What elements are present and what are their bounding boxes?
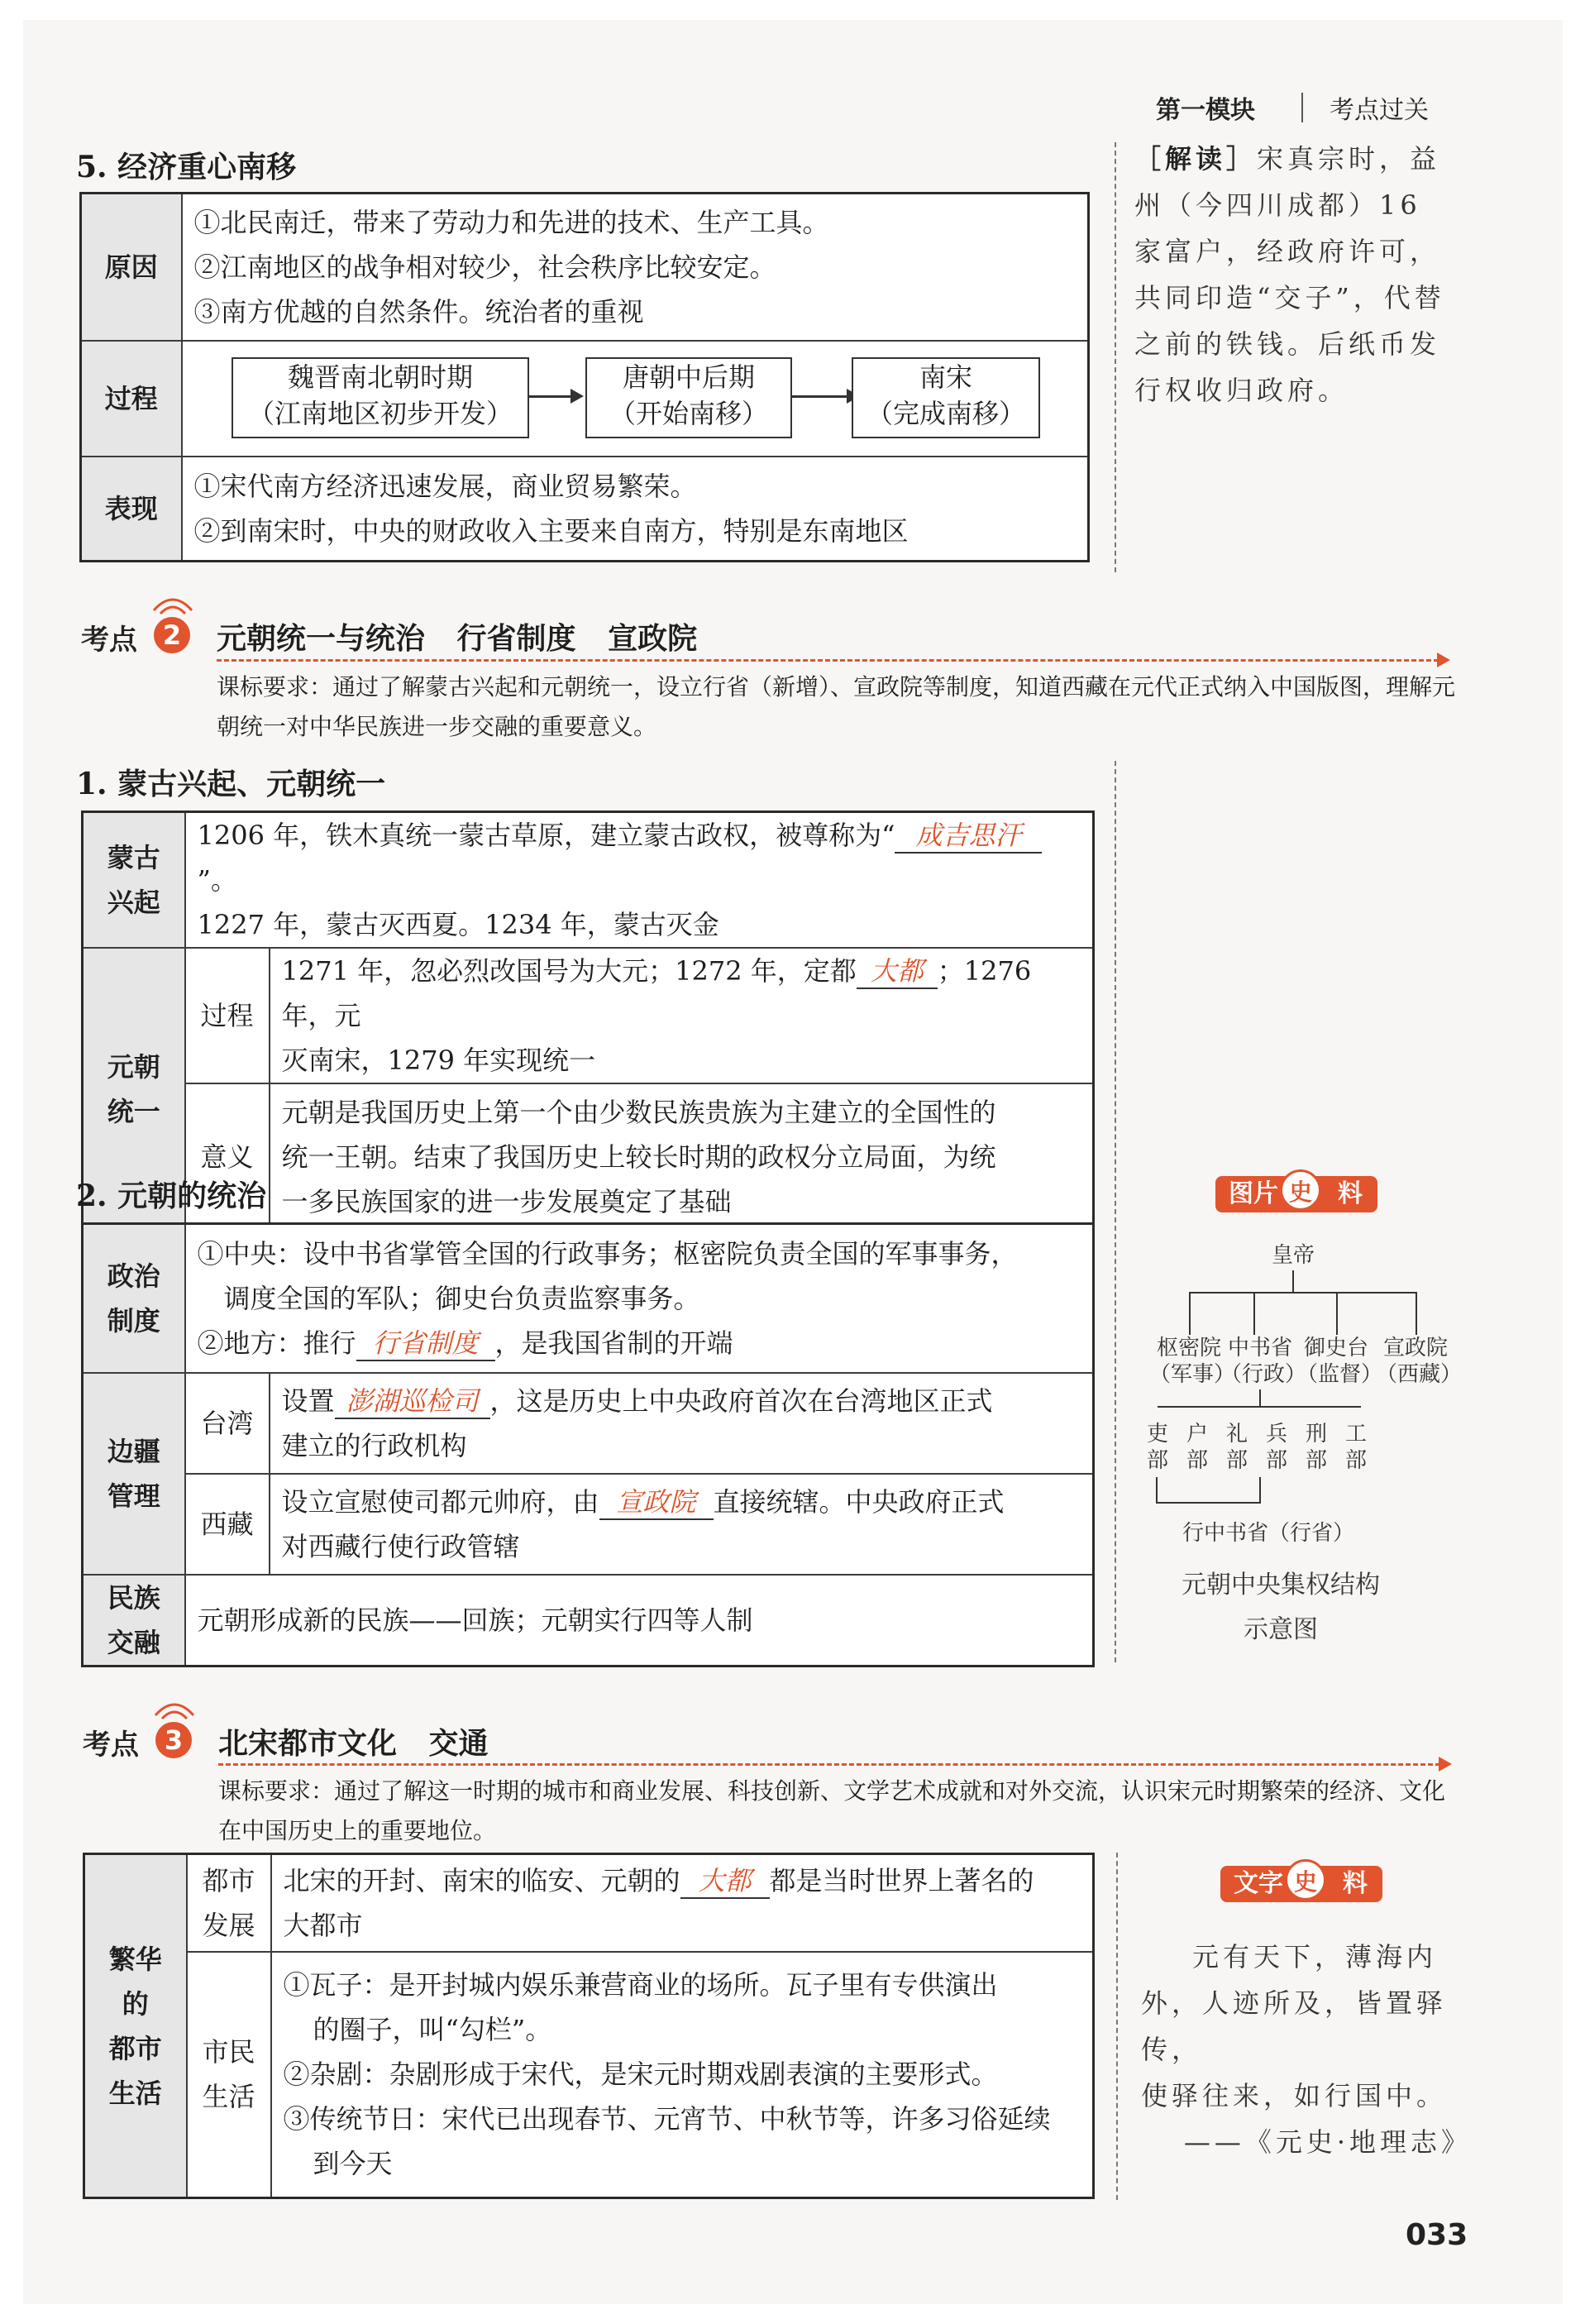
politic-label-2: 制度	[107, 1304, 160, 1337]
kd3-title: 北宋都市文化 交通	[218, 1727, 489, 1761]
tibet-text-post: 直接统辖。中央政府正式	[713, 1485, 1005, 1518]
ministry-1: 吏部	[1146, 1422, 1168, 1473]
side-note-text: 宋真宗时，益州（今四川成都）16 家富户，经政府许可，共同印造“交子”，代替之前的铁钱。后纸币发行权收归政府。	[1134, 143, 1445, 406]
kd3-badge: 3	[155, 1722, 192, 1758]
text-tag-left: 文字	[1234, 1869, 1283, 1898]
politic-label	[83, 1224, 185, 1373]
s2-table	[81, 1222, 1095, 1667]
taiwan-sublabel: 台湾	[185, 1373, 270, 1474]
diagram-emperor: 皇帝	[1271, 1243, 1315, 1268]
reason-line-3: ③南方优越的自然条件。统治者的重视	[193, 295, 644, 328]
diagram-line-emperor	[1292, 1270, 1294, 1294]
process-line-1	[282, 949, 1081, 1038]
politic-text-post: ，是我国省制的开端	[494, 1327, 733, 1359]
process-text-post: ；1276 年，元	[281, 955, 1032, 1031]
ethnic-label	[83, 1575, 185, 1666]
diagram-caption-2: 示意图	[1244, 1615, 1318, 1644]
life-sublabel	[187, 1952, 271, 2198]
diagram-line-branches	[1189, 1292, 1417, 1294]
kd3-label: 考点	[83, 1729, 139, 1762]
meaning-line-2: 统一王朝。结束了我国历史上较长时期的政权分立局面，为统	[281, 1141, 996, 1174]
ministry-2: 户部	[1186, 1422, 1208, 1473]
meaning-line-3: 一多民族国家的进一步发展奠定了基础	[281, 1186, 732, 1218]
branch-1-role: （军事）	[1149, 1362, 1236, 1387]
politic-line-1: ①中央：设中书省掌管全国的行政事务；枢密院负责全国的军事事务，	[197, 1237, 1018, 1270]
diagram-line-zhongshu	[1259, 1389, 1261, 1408]
life-cell	[271, 1952, 1094, 2198]
diagram-line-ministries	[1158, 1406, 1361, 1408]
diagram-province: 行中书省（行省）	[1182, 1521, 1355, 1546]
city-sublabel-1: 都市	[202, 1864, 255, 1896]
life-line-3: ②杂剧：杂剧形成于宋代，是宋元时期戏剧表演的主要形式。	[283, 2059, 998, 2091]
s1-title: 1. 蒙古兴起、元朝统一	[76, 767, 386, 801]
side-divider-2	[1115, 761, 1116, 1662]
ethnic-label-1: 民族	[107, 1581, 160, 1614]
kd2-label: 考点	[81, 624, 137, 657]
taiwan-text-pre: 设置	[281, 1384, 335, 1417]
reason-line-1: ①北民南迁，带来了劳动力和先进的技术、生产工具。	[193, 206, 829, 238]
ministry-4: 兵部	[1265, 1422, 1287, 1473]
city-line-2: 大都市	[283, 1909, 363, 1941]
politic-line-2: 调度全国的军队；御史台负责监察事务。	[223, 1282, 700, 1314]
tibet-answer: 宣政院	[599, 1485, 714, 1520]
life-sublabel-2: 生活	[202, 2081, 255, 2113]
mongol-text-post: ”。	[197, 864, 237, 896]
mongol-label-1: 蒙古	[107, 842, 160, 873]
branch-4-role: （西藏）	[1376, 1362, 1463, 1387]
diagram-branch-2	[1220, 1335, 1307, 1388]
s1-table	[81, 811, 1095, 1233]
border-label-1: 边疆	[107, 1435, 160, 1467]
branch-3-role: （监督）	[1296, 1362, 1383, 1387]
politic-text-pre: ②地方：推行	[197, 1327, 356, 1359]
page-number: 033	[1406, 2218, 1468, 2252]
border-label-2: 管理	[107, 1480, 160, 1512]
module-title: 第一模块	[1156, 96, 1255, 125]
taiwan-line-2: 建立的行政机构	[281, 1429, 467, 1461]
flow-step-1-line2: （江南地区初步开发）	[247, 398, 513, 429]
text-material-body	[1141, 1934, 1472, 2165]
mongol-line-2: 1227 年，蒙古灭西夏。1234 年，蒙古灭金	[197, 909, 719, 940]
kd2-badge: 2	[154, 617, 190, 653]
flow-step-1	[232, 357, 529, 438]
politic-answer: 行省制度	[356, 1327, 495, 1361]
ethnic-cell: 元朝形成新的民族——回族；元朝实行四等人制	[185, 1575, 1094, 1666]
branch-2-role: （行政）	[1220, 1362, 1307, 1387]
process-cell	[270, 948, 1094, 1083]
life-line-2: 的圈子，叫“勾栏”。	[313, 2014, 552, 2046]
process-line-2: 灭南宋，1279 年实现统一	[281, 1045, 596, 1076]
show-cell	[182, 457, 1089, 562]
tibet-line-1	[282, 1480, 1081, 1524]
process-sublabel: 过程	[185, 948, 270, 1083]
meaning-cell	[270, 1083, 1094, 1231]
politic-line-3	[198, 1321, 1081, 1365]
meaning-line-1: 元朝是我国历史上第一个由少数民族贵族为主建立的全国性的	[281, 1097, 996, 1129]
kd2-dashline-arrow	[1437, 653, 1450, 667]
kd2-title: 元朝统一与统治 行省制度 宣政院	[217, 622, 698, 656]
diagram-line-province-h	[1156, 1502, 1260, 1504]
flow-arrow-2	[790, 395, 848, 398]
life-line-1: ①瓦子：是开封城内娱乐兼营商业的场所。瓦子里有专供演出	[283, 1969, 998, 2001]
branch-3-name: 御史台	[1303, 1336, 1368, 1360]
section-title: 考点过关	[1330, 96, 1429, 125]
tibet-text-pre: 设立宣慰使司都元帅府，由	[281, 1485, 599, 1518]
reason-cell	[182, 194, 1089, 341]
diagram-line-b1	[1189, 1292, 1191, 1335]
unify-label-1: 元朝	[107, 1051, 160, 1083]
kd2-dashline	[217, 659, 1439, 662]
flow-step-3-line2: （完成南移）	[866, 398, 1025, 429]
flow-arrow-1	[528, 395, 572, 398]
side-note-jiedu	[1134, 136, 1457, 414]
mongol-line-1	[198, 813, 1081, 902]
diagram-branch-3	[1296, 1335, 1383, 1388]
flow-step-2-line2: （开始南移）	[609, 398, 768, 429]
politic-label-1: 政治	[107, 1260, 160, 1292]
s5-title: 5. 经济重心南移	[76, 150, 297, 184]
mongol-label-2: 兴起	[107, 887, 160, 918]
branch-4-name: 宣政院	[1382, 1336, 1448, 1360]
side-note-label: ［解读］	[1134, 143, 1258, 175]
diagram-line-province-v	[1156, 1477, 1158, 1504]
tibet-line-2: 对西藏行使行政管辖	[281, 1530, 520, 1562]
meaning-sublabel: 意义	[185, 1083, 270, 1231]
diagram-caption-1: 元朝中央集权结构	[1182, 1571, 1380, 1600]
mongol-answer: 成吉思汗	[895, 819, 1042, 854]
diagram-tag	[1215, 1176, 1377, 1212]
kd3-dashline	[218, 1763, 1440, 1766]
text-material-tag	[1220, 1866, 1382, 1902]
s3-table	[83, 1853, 1095, 2199]
city-text-pre: 北宋的开封、南宋的临安、元朝的	[283, 1864, 680, 1896]
ministry-5: 刑部	[1305, 1422, 1327, 1473]
process-label: 过程	[81, 341, 182, 457]
flow-step-1-line1: 魏晋南北朝时期	[287, 361, 473, 393]
branch-2-name: 中书省	[1227, 1336, 1292, 1360]
flow-step-3	[852, 357, 1040, 438]
kd2-requirement: 课标要求：通过了解蒙古兴起和元朝统一，设立行省（新增）、宣政院等制度，知道西藏在元代正式纳入中国版图，理解元朝统一对中华民族进一步交融的重要意义。	[217, 673, 1456, 740]
diagram-line-province-v2	[1259, 1477, 1261, 1504]
life-line-4: ③传统节日：宋代已出现春节、元宵节、中秋节等，许多习俗延续	[283, 2103, 1051, 2135]
text-material-source: ——《元史·地理志》	[1183, 2126, 1472, 2158]
diagram-line-b3	[1336, 1292, 1338, 1335]
border-label	[83, 1373, 185, 1575]
kd2-signal-icon	[150, 592, 195, 617]
diagram-tag-right: 料	[1338, 1179, 1363, 1208]
branch-1-name: 枢密院	[1156, 1336, 1221, 1360]
text-material-line-3: 使驿往来，如行国中。	[1141, 2080, 1448, 2111]
diagram-branch-4	[1376, 1335, 1463, 1388]
side-divider-3	[1116, 1853, 1118, 2200]
main-label-2: 都市	[108, 2032, 162, 2064]
kd3-requirement: 课标要求：通过了解这一时期的城市和商业发展、科技创新、文学艺术成就和对外交流，认识宋元时期繁荣的经济、文化在中国历史上的重要地位。	[218, 1777, 1446, 1844]
taiwan-line-1	[282, 1379, 1081, 1423]
flow-step-2-line1: 唐朝中后期	[622, 361, 755, 393]
flow-step-3-line1: 南宋	[919, 361, 972, 393]
taiwan-text-post: ，这是历史上中央政府首次在台湾地区正式	[489, 1384, 993, 1417]
city-line-1	[284, 1858, 1081, 1903]
tibet-sublabel: 西藏	[185, 1474, 270, 1575]
main-label-1: 繁华的	[108, 1943, 162, 2020]
city-cell	[271, 1854, 1094, 1952]
process-text-pre: 1271 年，忽必烈改国号为大元；1272 年，定都	[281, 955, 857, 987]
city-sublabel	[187, 1854, 271, 1952]
city-sublabel-2: 发展	[202, 1909, 255, 1941]
city-answer: 大都	[680, 1864, 770, 1899]
ethnic-label-2: 交融	[107, 1626, 160, 1658]
show-line-1: ①宋代南方经济迅速发展，商业贸易繁荣。	[193, 470, 697, 502]
text-tag-circle: 史	[1285, 1859, 1326, 1901]
show-label: 表现	[81, 457, 182, 562]
mongol-cell	[185, 812, 1094, 949]
main-label-3: 生活	[108, 2077, 162, 2109]
flow-step-2	[585, 357, 792, 438]
header-divider	[1301, 93, 1303, 122]
text-material-line-2: 外，人迹所及，皆置驿传，	[1141, 1987, 1448, 2065]
tibet-cell	[270, 1474, 1094, 1575]
reason-label: 原因	[81, 194, 182, 341]
city-text-post: 都是当时世界上著名的	[769, 1864, 1034, 1896]
diagram-tag-circle: 史	[1280, 1169, 1321, 1211]
politic-cell	[185, 1224, 1094, 1373]
kd3-dashline-arrow	[1439, 1757, 1452, 1772]
life-sublabel-1: 市民	[202, 2036, 255, 2068]
diagram-line-b4	[1416, 1292, 1417, 1335]
kd3-signal-icon	[152, 1697, 197, 1722]
process-answer: 大都	[857, 954, 938, 989]
show-line-2: ②到南宋时，中央的财政收入主要来自南方，特别是东南地区	[193, 514, 909, 547]
taiwan-answer: 澎湖巡检司	[335, 1384, 490, 1419]
reason-line-2: ②江南地区的战争相对较少，社会秩序比较安定。	[193, 251, 776, 283]
flow-arrow-1-head	[571, 389, 584, 404]
mongol-label	[83, 812, 185, 949]
mongol-text-pre: 1206 年，铁木真统一蒙古草原，建立蒙古政权，被尊称为“	[197, 820, 895, 851]
taiwan-cell	[270, 1373, 1094, 1474]
life-line-5: 到今天	[313, 2148, 393, 2180]
diagram-line-b2	[1253, 1292, 1255, 1335]
ministry-3: 礼部	[1225, 1422, 1248, 1473]
ministry-6: 工部	[1344, 1422, 1367, 1473]
unify-label-2: 统一	[107, 1096, 160, 1128]
s2-title: 2. 元朝的统治	[76, 1179, 267, 1213]
main-label	[84, 1854, 187, 2198]
text-material-line-1: 元有天下，薄海内	[1192, 1941, 1438, 1973]
side-divider-1	[1115, 142, 1116, 572]
diagram-branch-1	[1149, 1335, 1236, 1388]
text-tag-right: 料	[1343, 1869, 1368, 1898]
diagram-tag-left: 图片	[1229, 1179, 1278, 1208]
